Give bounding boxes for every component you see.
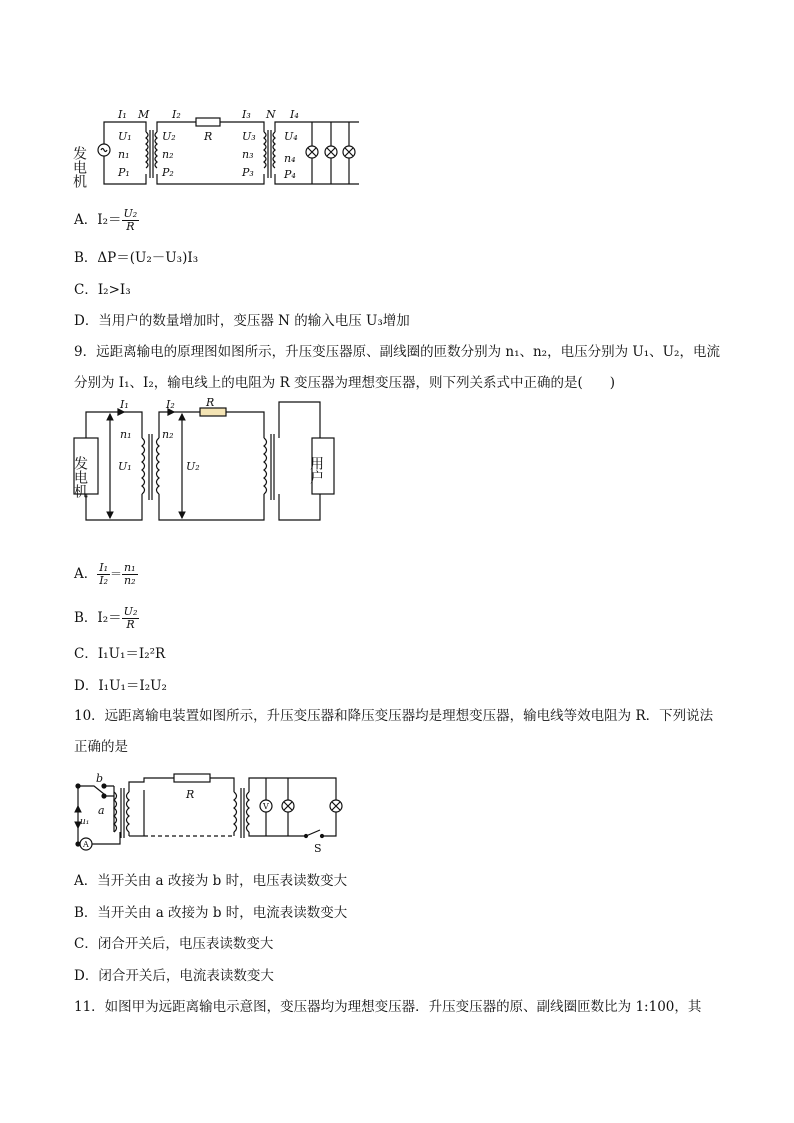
fraction	[122, 606, 140, 631]
fraction-right	[122, 562, 138, 587]
q9-stem: 9．远距离输电的原理图如图所示，升压变压器原、副线圈的匝数分别为 n₁、n₂，电压分别为 U₁、U₂，电流分别为 I₁、I₂，输电线上的电阻为 R 变压器为理想变压器，则下列关系式中正确的是( )	[74, 344, 720, 391]
label-I3: I₃	[242, 108, 251, 121]
figure-1-circuit	[71, 104, 364, 194]
label-n1: n₁	[120, 428, 132, 441]
label-R: R	[204, 130, 213, 143]
label-n2: n₂	[162, 148, 174, 161]
label-U3: U₃	[242, 130, 256, 143]
label-I1: I₁	[120, 398, 129, 411]
q8-option-d: D．当用户的数量增加时，变压器 N 的输入电压 U₃增加	[74, 313, 410, 329]
label-P1: P₁	[118, 166, 130, 179]
label-I2: I₂	[172, 108, 181, 121]
fraction-denominator: n₂	[124, 574, 136, 587]
q9-option-b	[74, 606, 139, 631]
q8-option-a-prefix: A．I₂＝	[74, 212, 122, 228]
label-u1: u₁	[80, 817, 90, 827]
label-M: M	[138, 108, 150, 121]
label-n2: n₂	[162, 428, 174, 441]
label-a: a	[98, 804, 105, 817]
q8-option-c: C．I₂>I₃	[74, 282, 131, 298]
q11-stem: 11．如图甲为远距离输电示意图，变压器均为理想变压器．升压变压器的原、副线圈匝数比为 1:100，其	[74, 999, 702, 1015]
q8-option-b: B．ΔP＝(U₂－U₃)I₃	[74, 250, 199, 266]
fraction-denominator: I₂	[99, 574, 109, 587]
label-S: S	[314, 842, 322, 855]
label-b: b	[96, 772, 104, 785]
label-P4: P₄	[284, 168, 296, 181]
fraction-numerator: U₂	[123, 605, 138, 618]
q9-option-a-prefix: A．	[74, 566, 98, 582]
label-U1: U₁	[118, 130, 132, 143]
label-n3: n₃	[242, 148, 254, 161]
label-I4: I₄	[290, 108, 299, 121]
label-R: R	[206, 396, 215, 409]
fraction-numerator: n₁	[124, 561, 136, 574]
figure-2-circuit	[74, 398, 334, 526]
q10-option-d: D．闭合开关后，电流表读数变大	[74, 968, 274, 984]
fraction-denominator: R	[126, 220, 135, 233]
q10-option-b: B．当开关由 a 改接为 b 时，电流表读数变大	[74, 905, 348, 921]
label-U4: U₄	[284, 130, 298, 143]
generator-label: 发电机	[72, 456, 88, 498]
figure-3-circuit	[74, 772, 344, 856]
ammeter-icon: A	[83, 840, 89, 849]
user-label: 用户	[308, 456, 324, 484]
fraction-left	[97, 562, 110, 587]
q8-option-a	[74, 208, 139, 233]
q9-option-c: C．I₁U₁＝I₂²R	[74, 646, 166, 662]
fraction-denominator: R	[126, 618, 135, 631]
label-P3: P₃	[242, 166, 254, 179]
q9-option-a: A． $\frac{\text{I₁}}{\text{I₂}}$ ＝ $\frac{\text{n₁}}{\text{n₂}}$	[74, 561, 136, 587]
label-N: N	[266, 108, 276, 121]
label-n1: n₁	[118, 148, 130, 161]
q10-option-a: A．当开关由 a 改接为 b 时，电压表读数变大	[74, 873, 348, 889]
fraction-numerator: I₁	[99, 561, 109, 574]
label-n4: n₄	[284, 152, 296, 165]
q9-option-b-prefix: B．I₂＝	[74, 610, 122, 626]
label-U2: U₂	[186, 460, 200, 473]
generator-label: 发电机	[71, 146, 87, 188]
q10-option-c: C．闭合开关后，电压表读数变大	[74, 936, 274, 952]
label-R: R	[186, 788, 195, 801]
label-I2: I₂	[166, 398, 175, 411]
fraction-numerator: U₂	[123, 207, 138, 220]
voltmeter-icon: V	[263, 802, 269, 811]
fraction	[122, 208, 140, 233]
q9-option-d: D．I₁U₁＝I₂U₂	[74, 678, 167, 694]
label-P2: P₂	[162, 166, 174, 179]
label-I1: I₁	[118, 108, 127, 121]
label-U1: U₁	[118, 460, 132, 473]
label-U2: U₂	[162, 130, 176, 143]
q10-stem: 10．远距离输电装置如图所示，升压变压器和降压变压器均是理想变压器，输电线等效电阻为 R．下列说法正确的是	[74, 708, 714, 755]
